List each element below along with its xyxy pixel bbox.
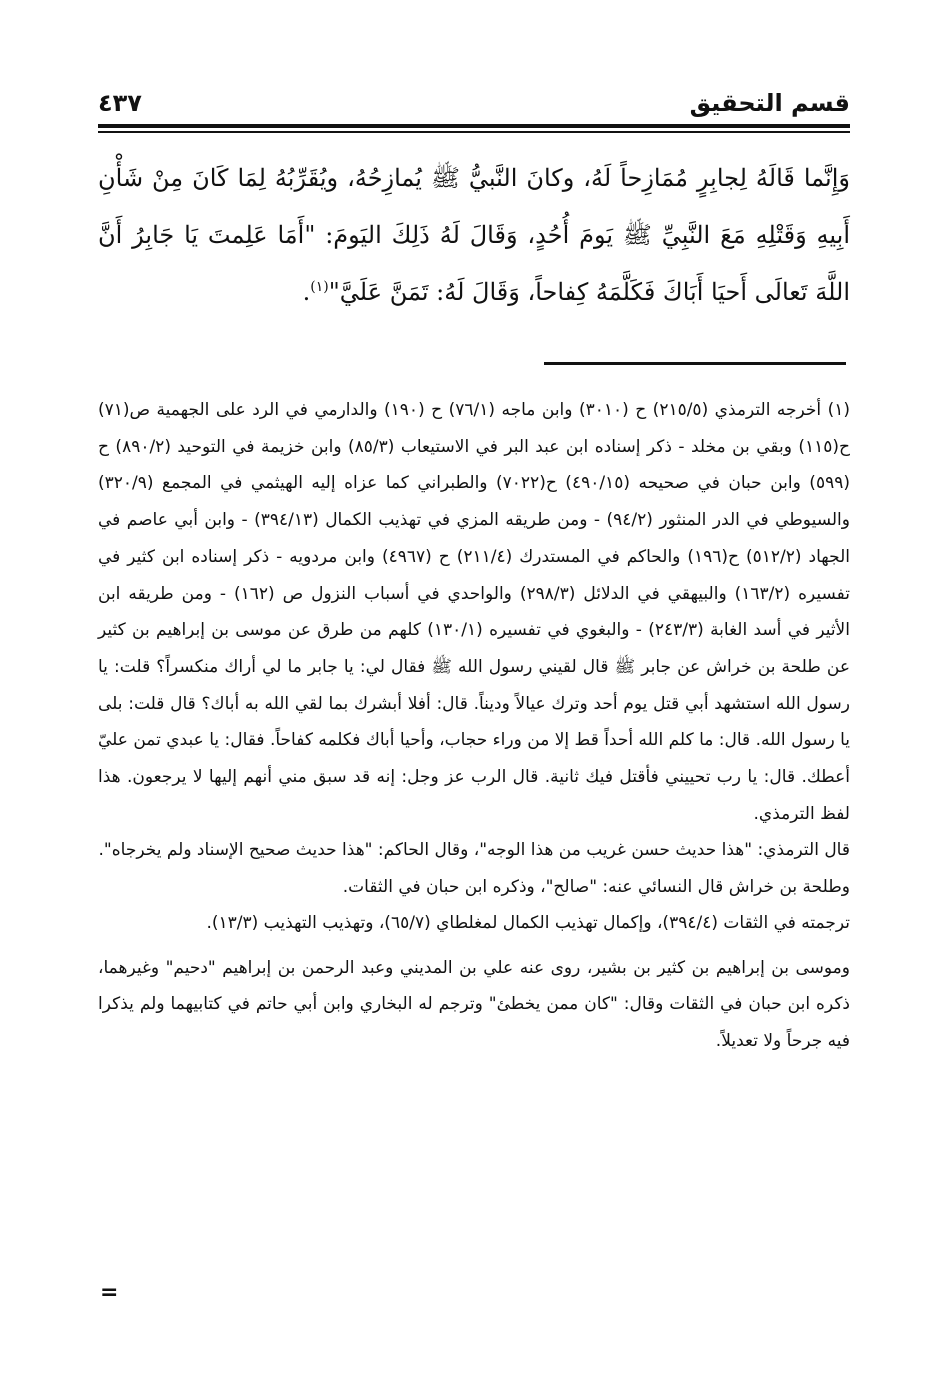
footnotes-section bbox=[98, 392, 850, 1059]
main-text-body: وَإِنَّما قَالَهُ لِجابِرٍ مُمَازِحاً لَهُ، وكانَ النَّبيُّ ﷺ يُمازِحُهُ، ويُقَرِّبُهُ لِمَا كَانَ مِنْ شَأْنِ أَبِيهِ وَقَتْلِهِ مَعَ النَّبِيِّ ﷺ يَومَ أُحُدٍ، وَقَالَ لَهُ ذَلِكَ اليَومَ: "أَمَا عَلِمتَ يَا جَابِرُ أَنَّ اللَّهَ تَعالَى أَحيَا أَبَاكَ فَكَلَّمَهُ كِفاحاً، وَقَالَ لَهُ: تَمَنَّ عَلَيَّ" bbox=[98, 164, 850, 306]
main-text-end: . bbox=[302, 278, 311, 306]
footnote-separator bbox=[544, 362, 846, 365]
page-number: ٤٣٧ bbox=[98, 89, 142, 117]
page-header bbox=[98, 86, 850, 122]
section-title: قسم التحقيق bbox=[689, 89, 850, 117]
footnote-paragraph: وموسى بن إبراهيم بن كثير بن بشير، روى عنه علي بن المديني وعبد الرحمن بن إبراهيم "دحيم" وغيرهما، ذكره ابن حبان في الثقات وقال: "كان ممن يخطئ" وترجم له البخاري وابن أبي حاتم في كتابيهما ولم يذكرا فيه جرحاً ولا تعديلاً. bbox=[98, 957, 850, 1051]
continuation-mark: = bbox=[100, 1280, 119, 1305]
header-rule-thin bbox=[98, 131, 850, 133]
footnote-paragraph: (١) أخرجه الترمذي (٢١٥/٥) ح (٣٠١٠) وابن ماجه (٧٦/١) ح (١٩٠) والدارمي في الرد على الجهمية ص(٧١) ح(١١٥) وبقي بن مخلد - ذكر إسناده ابن عبد البر في الاستيعاب (٨٥/٣) وابن خزيمة في التوحيد (٨٩٠/٢) ح (٥٩٩) وابن حبان في صحيحه (٤٩٠/١٥) ح(٧٠٢٢) والطبراني كما عزاه إليه الهيثمي في المجمع (٣٢٠/٩) والسيوطي في الدر المنثور (٩٤/٢) - ومن طريقه المزي في تهذيب الكمال (٣٩٤/١٣) - وابن أبي عاصم في الجهاد (٥١٢/٢) ح(١٩٦) والحاكم في المستدرك (٢١١/٤) ح (٤٩٦٧) وابن مردويه - ذكر إسناده ابن كثير في تفسيره (١٦٣/٢) والبيهقي في الدلائل (٢٩٨/٣) والواحدي في أسباب النزول ص (١٦٢) - ومن طريقه ابن الأثير في أسد الغابة (٢٤٣/٣) - والبغوي في تفسيره (١٣٠/١) كلهم من طرق عن موسى بن إبراهيم بن كثير عن طلحة بن خراش عن جابر ﷺ قال لقيني رسول الله ﷺ فقال لي: يا جابر ما لي أراك منكسراً؟ قلت: يا رسول الله استشهد أبي قتل يوم أحد وترك عيالاً وديناً. قال: أفلا أبشرك بما لقي الله به أباك؟ قال قلت: بلى يا رسول الله. قال: ما كلم الله أحداً قط إلا من وراء حجاب، وأحيا أباك فكلمه كفاحاً. فقال: يا عبدي تمن عليّ أعطك. قال: يا رب تحييني فأقتل فيك ثانية. قال الرب عز وجل: إنه قد سبق مني أنهم إليها لا يرجعون. هذا لفظ الترمذي. bbox=[98, 400, 851, 824]
footnote-paragraph: ترجمته في الثقات (٣٩٤/٤)، وإكمال تهذيب الكمال لمغلطاي (٦٥/٧)، وتهذيب التهذيب (١٣/٣). bbox=[206, 913, 850, 934]
footnote-reference: (١) bbox=[310, 279, 329, 295]
footnote-paragraph: وطلحة بن خراش قال النسائي عنه: "صالح"، وذكره ابن حبان في الثقات. bbox=[342, 876, 850, 897]
footnote-paragraph: قال الترمذي: "هذا حديث حسن غريب من هذا الوجه"، وقال الحاكم: "هذا حديث صحيح الإسناد ولم يخرجاه". bbox=[98, 840, 850, 861]
header-rule-thick bbox=[98, 124, 850, 128]
main-text-paragraph bbox=[98, 150, 850, 321]
